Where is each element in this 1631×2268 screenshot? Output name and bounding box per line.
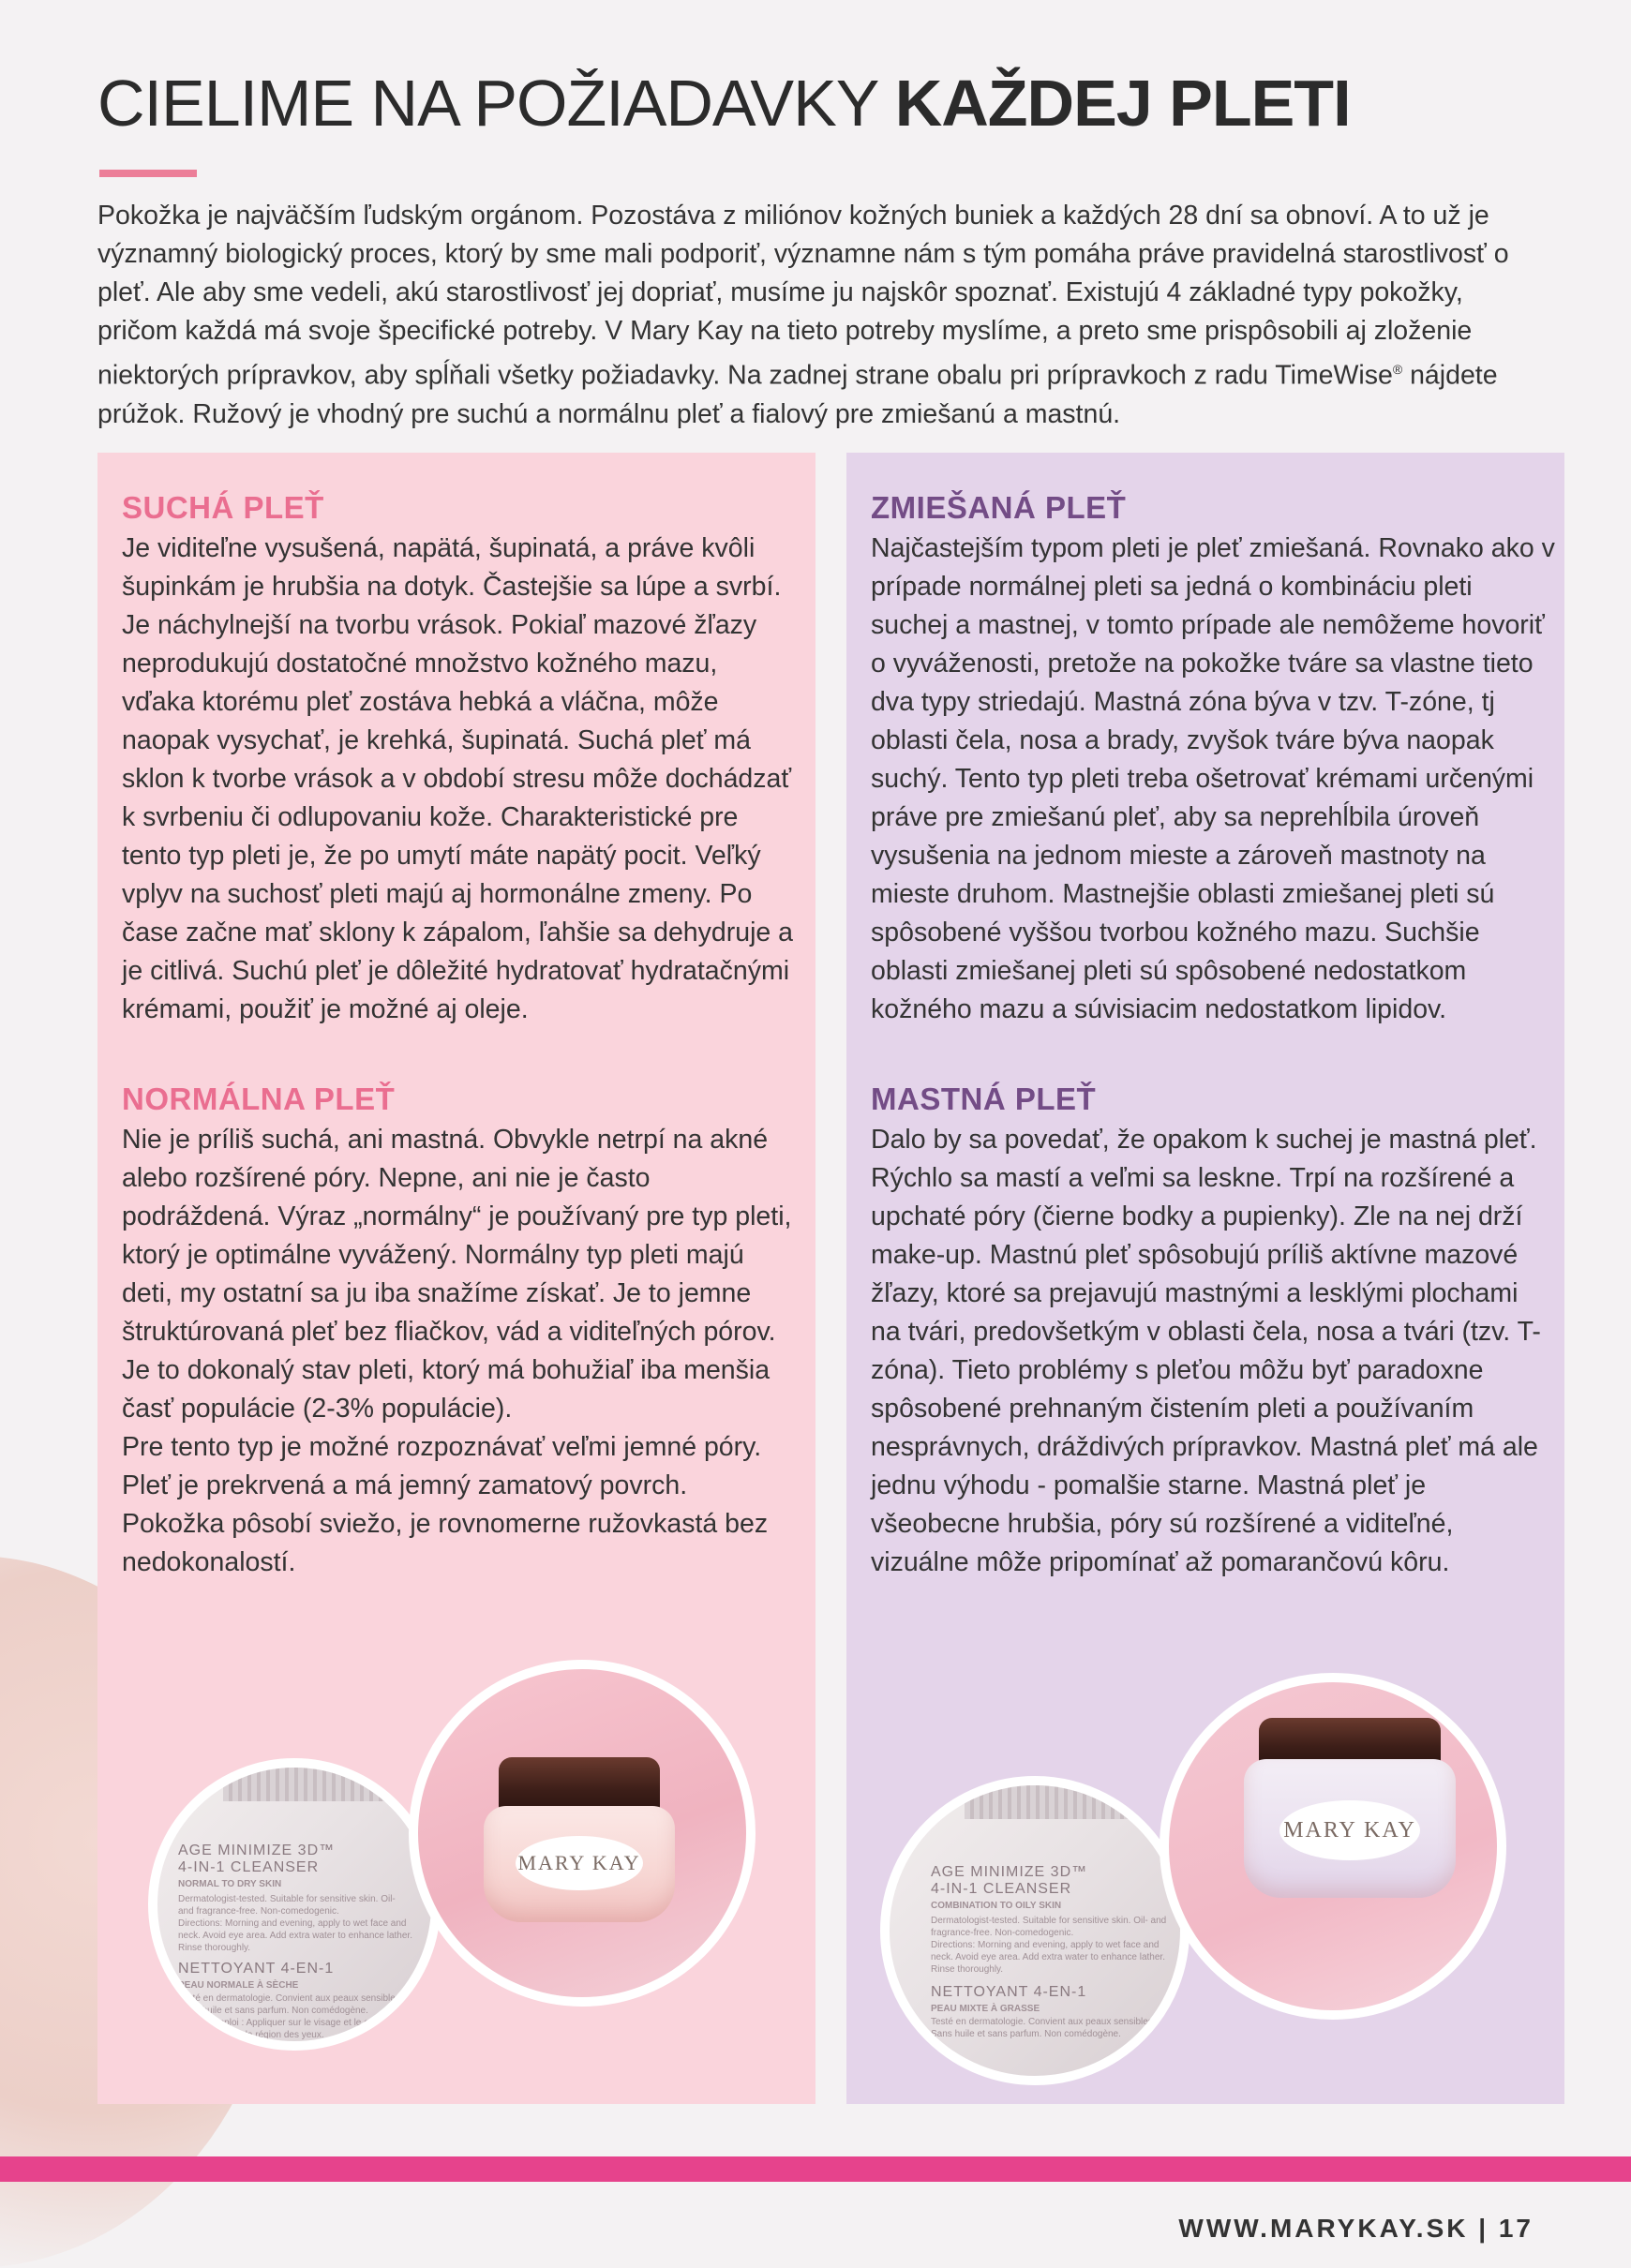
cleanser-subtitle: NORMAL TO DRY SKIN	[178, 1879, 282, 1889]
footer-bar	[0, 2156, 1631, 2182]
cleanser-photo-dry	[148, 1758, 441, 2051]
title-bold: KAŽDEJ PLETI	[894, 67, 1351, 140]
cleanser-fr-title: NETTOYANT 4-EN-1	[931, 1984, 1087, 2000]
cleanser-title: AGE MINIMIZE 3D™ 4-IN-1 CLEANSER	[931, 1864, 1088, 1897]
title-underline	[99, 170, 197, 177]
cream-jar-photo-oily	[1160, 1673, 1506, 2020]
body-normal-skin-2: Pre tento typ je možné rozpoznávať veľmi jemné póry. Pleť je prekrvená a má jemný zamatový povrch. Pokožka pôsobí sviežo, je rovnomerne ružovkastá bez nedokonalostí.	[122, 1432, 769, 1577]
cleanser-fr-text: Testé en dermatologie. Convient aux peaux sensibles. Sans huile et sans parfum. Non comédogène. Mode d'emploi : Appliquer sur le visage et le cou humides. Éviter la région des yeux.	[178, 1993, 403, 2040]
body-dry-skin: Je viditeľne vysušená, napätá, šupinatá, a práve kvôli šupinkám je hrubšia na dotyk. Častejšie sa lúpe a svrbí. Je náchylnejší na tvorbu vrások. Pokiaľ mazové žľazy neprodukujú dostatočné množstvo kožného mazu, vďaka ktorému pleť zostáva hebká a vláčna, môže naopak vysychať, je krehká, šupinatá. Suchá pleť má sklon k tvorbe vrások a v období stresu môže dochádzať k svrbeniu či odlupovaniu kože. Charakteristické pre tento typ pleti je, že po umytí máte napätý pocit. Veľký vplyv na suchosť pleti majú aj hormonálne zmeny. Po čase začne mať sklony k zápalom, ľahšie sa dehydruje a je citlivá. Suchú pleť je dôležité hydratovať hydratačnými krémami, použiť je možné aj oleje.	[122, 533, 794, 1024]
cream-jar-photo-dry	[409, 1660, 756, 2007]
panel-dry-normal	[97, 453, 816, 2104]
cleanser-fr-text: Testé en dermatologie. Convient aux peaux sensibles. Sans huile et sans parfum. Non comédogène.	[931, 2017, 1156, 2039]
intro-paragraph	[97, 197, 1541, 434]
left-column-text	[122, 486, 797, 1582]
heading-combination-skin: ZMIEŠANÁ PLEŤ	[871, 490, 1127, 525]
title-light: CIELIME NA POŽIADAVKY	[97, 67, 878, 140]
intro-text-2: nájdete prúžok. Ružový je vhodný pre suchú a normálnu pleť a fialový pre zmiešanú a mastnú.	[97, 360, 1498, 429]
cleanser-cap	[223, 1768, 411, 1801]
heading-dry-skin: SUCHÁ PLEŤ	[122, 490, 324, 525]
jar-label: MARY KAY	[516, 1836, 643, 1890]
footer-url-page: WWW.MARYKAY.SK | 17	[1178, 2214, 1534, 2243]
cleanser-photo-oily	[880, 1776, 1190, 2085]
cleanser-fr-subtitle: PEAU MIXTE À GRASSE	[931, 2004, 1040, 2014]
cleanser-directions: Dermatologist-tested. Suitable for sensitive skin. Oil- and fragrance-free. Non-comedogenic. Directions: Morning and evening, apply to wet face and neck. Avoid eye area. Add extra water to enhance lather. Rinse thoroughly.	[178, 1894, 412, 1953]
body-oily-skin: Dalo by sa povedať, že opakom k suchej je mastná pleť. Rýchlo sa mastí a veľmi sa leskne. Trpí na rozšírené a upchaté póry (čierne bodky a pupienky). Zle na nej drží make-up. Mastnú pleť spôsobujú príliš aktívne mazové žľazy, ktoré sa prejavujú mastnými a lesklými plochami na tvári, predovšetkým v oblasti čela, nosa a tvári (tzv. T-zóna). Tieto problémy s pleťou môžu byť paradoxne spôsobené prehnaným čistením pleti a používaním nesprávnych, dráždivých prípravkov. Mastná pleť má ale jednu výhodu - pomalšie starne. Mastná pleť je všeobecne hrubšia, póry sú rozšírené a viditeľné, vizuálne môže pripomínať až pomarančovú kôru.	[871, 1125, 1541, 1577]
page-title	[97, 66, 1351, 141]
cleanser-fr-title: NETTOYANT 4-EN-1	[178, 1961, 335, 1977]
cleanser-fr-subtitle: PEAU NORMALE À SÈCHE	[178, 1980, 299, 1991]
cleanser-title: AGE MINIMIZE 3D™ 4-IN-1 CLEANSER	[178, 1843, 336, 1875]
jar-lid	[499, 1757, 660, 1813]
cleanser-subtitle: COMBINATION TO OILY SKIN	[931, 1901, 1062, 1911]
heading-oily-skin: MASTNÁ PLEŤ	[871, 1082, 1097, 1116]
body-combination-skin: Najčastejším typom pleti je pleť zmiešaná. Rovnako ako v prípade normálnej pleti sa jedná o kombináciu pleti suchej a mastnej, v tomto prípade ale nemôžeme hovoriť o vyváženosti, pretože na pokožke tváre sa vlastne tieto dva typy striedajú. Mastná zóna býva v tzv. T-zóne, tj oblasti čela, nosa a brady, zvyšok tváre býva naopak suchý. Tento typ pleti treba ošetrovať krémami určenými práve pre zmiešanú pleť, aby sa neprehĺbila úroveň vysušenia na jednom mieste a zároveň mastnoty na mieste druhom. Mastnejšie oblasti zmiešanej pleti sú spôsobené vyššou tvorbou kožného mazu. Suchšie oblasti zmiešanej pleti sú spôsobené nedostatkom kožného mazu a súvisiacim nedostatkom lipidov.	[871, 533, 1555, 1024]
intro-text-1: Pokožka je najväčším ľudským orgánom. Pozostáva z miliónov kožných buniek a každých 28 dní sa obnoví. A to už je významný biologický proces, ktorý by sme mali podporiť, významne nám s tým pomáha práve pravidelná starostlivosť o pleť. Ale aby sme vedeli, akú starostlivosť jej dopriať, musíme ju najskôr spoznať. Existujú 4 základné typy pokožky, pričom každá má svoje špecifické potreby. V Mary Kay na tieto potreby myslíme, a preto sme prispôsobili aj zloženie niektorých prípravkov, aby spĺňali všetky požiadavky. Na zadnej strane obalu pri prípravkoch z radu TimeWise	[97, 201, 1509, 391]
body-normal-skin: Nie je príliš suchá, ani mastná. Obvykle netrpí na akné alebo rozšírené póry. Nepne, ani nie je často podráždená. Výraz „normálny“ je používaný pre typ pleti, ktorý je optimálne vyvážený. Normálny typ pleti majú deti, my ostatní sa ju iba snažíme získať. Je to jemne štruktúrovaná pleť bez fliačkov, vád a viditeľných pórov. Je to dokonalý stav pleti, ktorý má bohužiaľ iba menšia časť populácie (2-3% populácie).	[122, 1125, 792, 1424]
jar-label: MARY KAY	[1279, 1800, 1420, 1860]
heading-normal-skin: NORMÁLNA PLEŤ	[122, 1082, 396, 1116]
cleanser-cap	[965, 1785, 1161, 1819]
right-column-text	[871, 486, 1555, 1582]
registered-mark: ®	[1392, 362, 1403, 377]
cleanser-directions: Dermatologist-tested. Suitable for sensitive skin. Oil- and fragrance-free. Non-comedogenic. Directions: Morning and evening, apply to wet face and neck. Avoid eye area. Add extra water to enhance lather. Rinse thoroughly.	[931, 1916, 1167, 1975]
panel-combination-oily	[846, 453, 1564, 2104]
